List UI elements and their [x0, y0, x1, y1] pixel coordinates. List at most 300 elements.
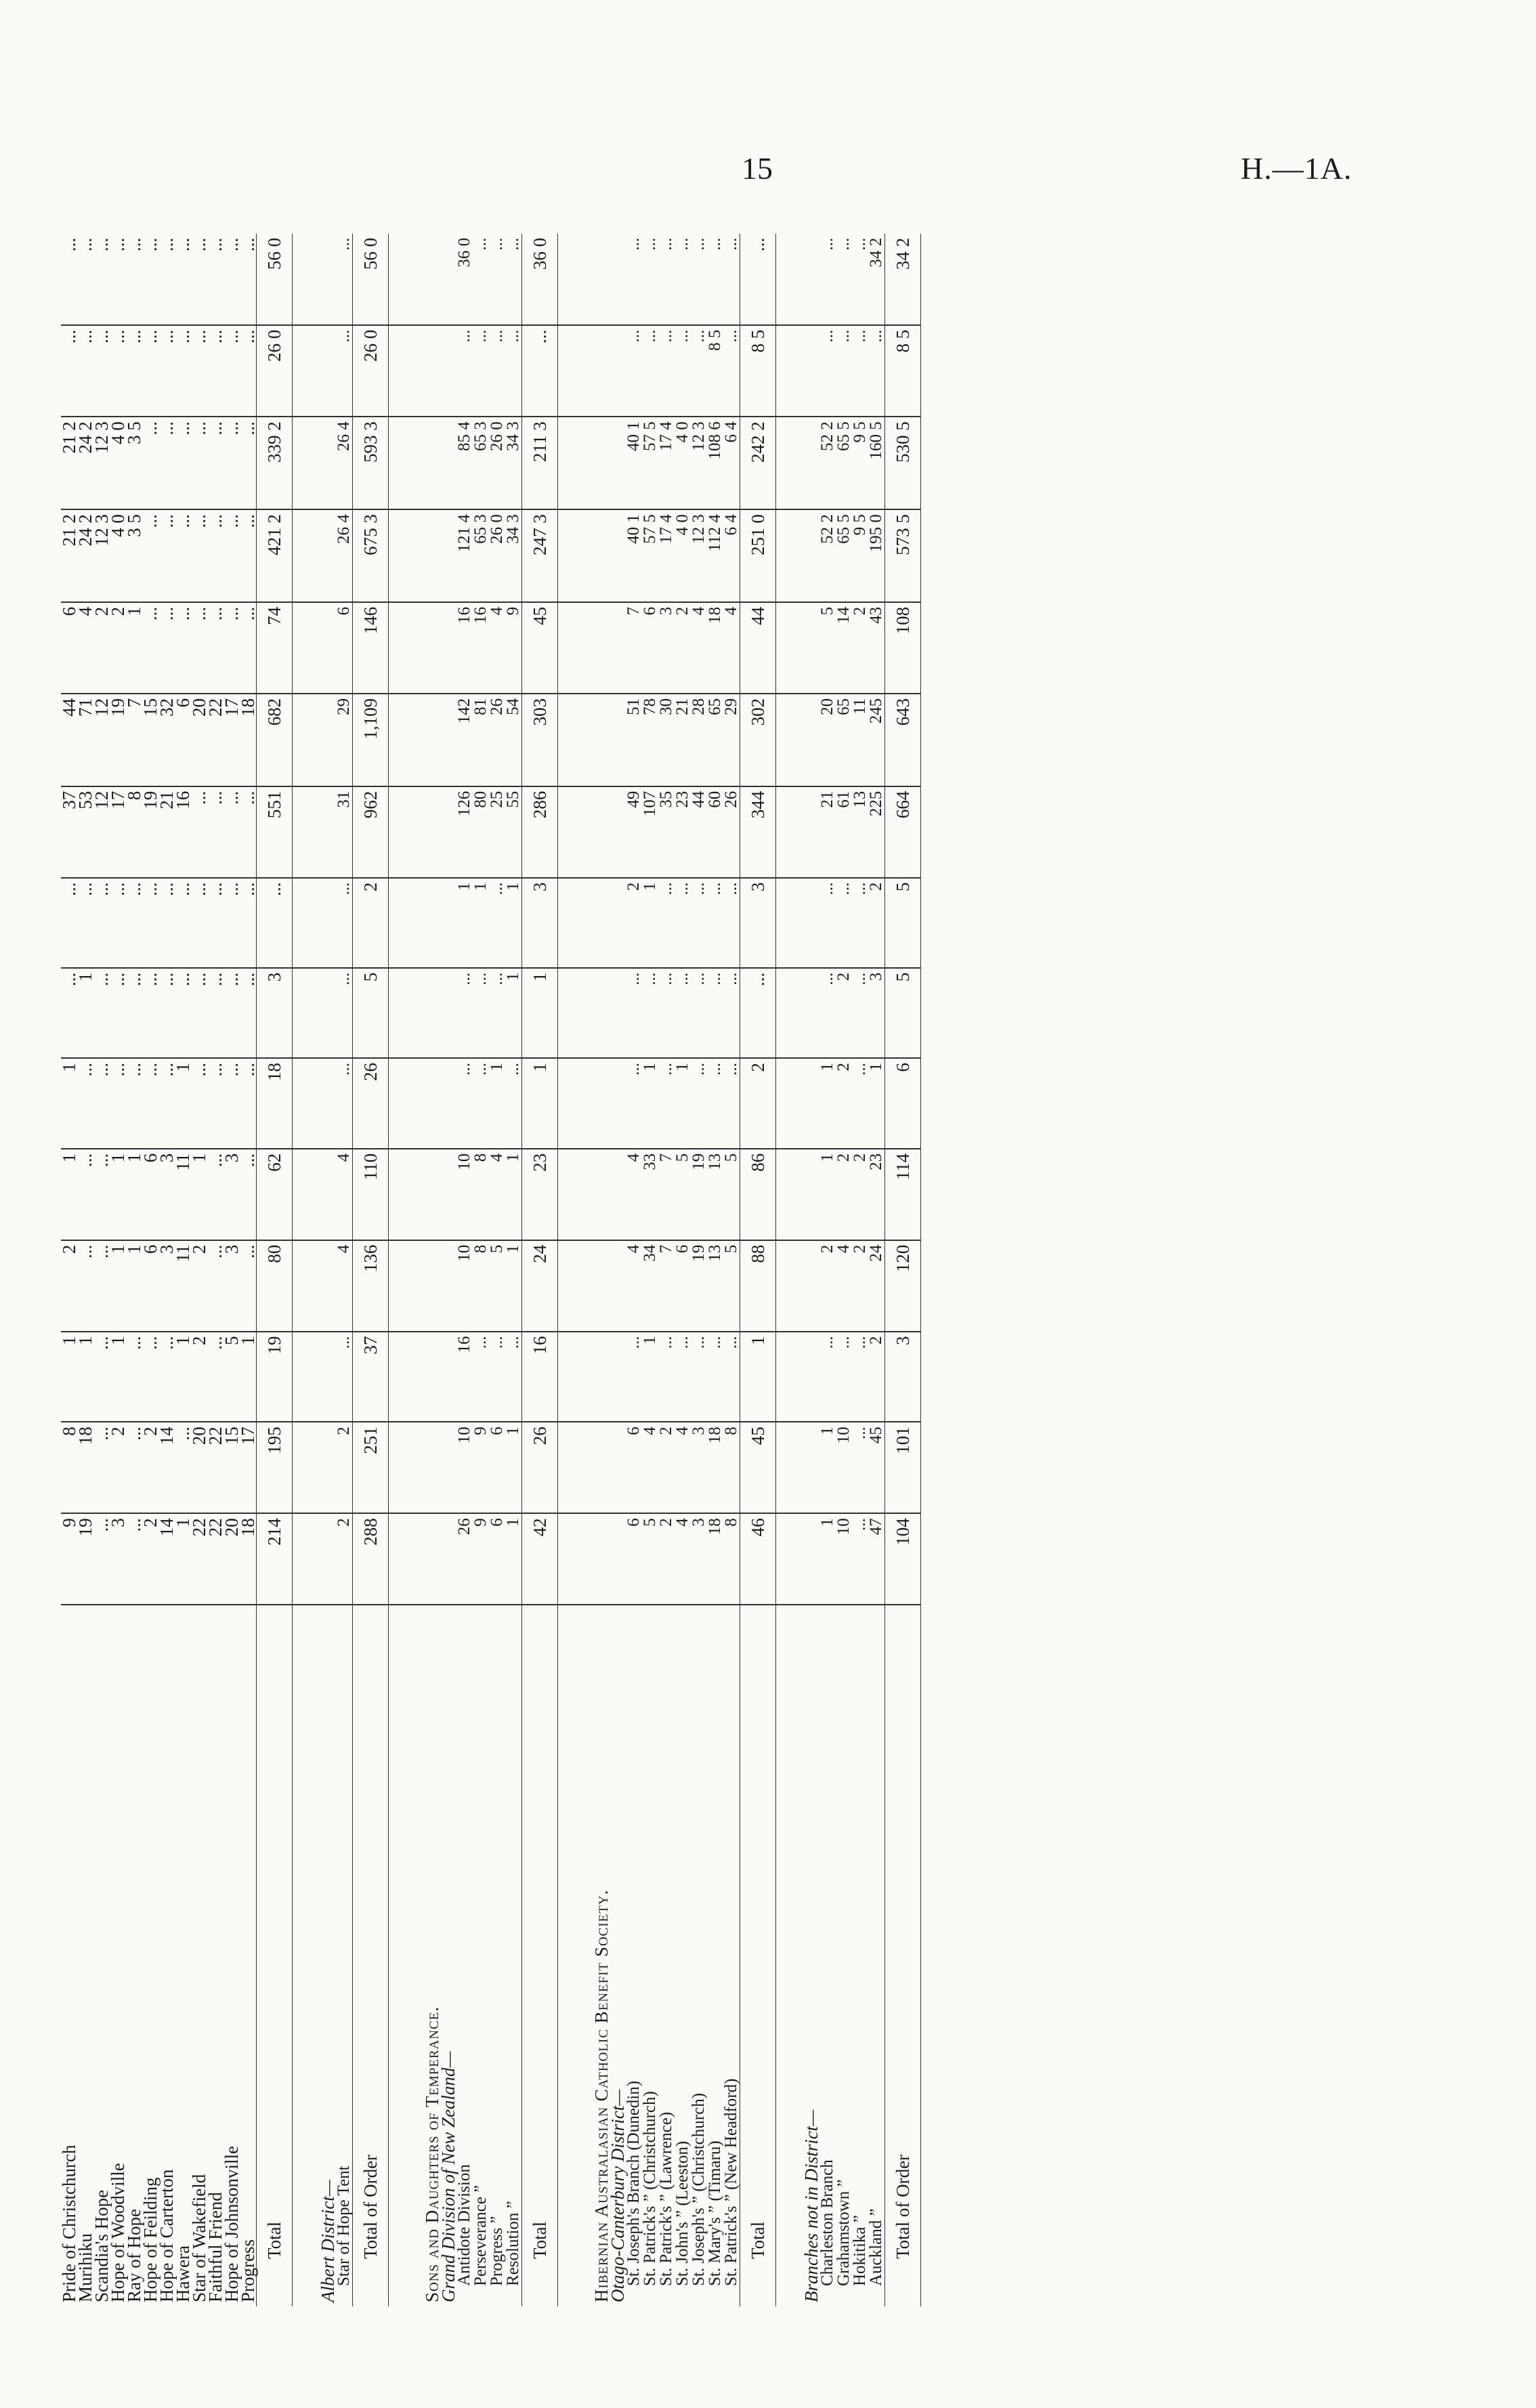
value-cell: 6 — [626, 1513, 642, 1605]
value-cell: 56 0 — [257, 234, 293, 325]
row-label: Total — [257, 1605, 293, 2306]
value-cell: ... — [819, 325, 836, 417]
empty-cell — [803, 509, 819, 602]
value-cell: ... — [240, 1149, 257, 1240]
value-cell: ... — [110, 325, 126, 417]
value-cell: ... — [691, 1332, 707, 1422]
value-cell: ... — [61, 234, 77, 325]
value-cell: ... — [126, 1058, 142, 1149]
value-cell: 1,109 — [353, 694, 389, 786]
value-cell: ... — [158, 417, 175, 509]
value-cell: 12 3 — [93, 417, 110, 509]
empty-cell — [416, 509, 440, 602]
district-header: Grand Division of New Zealand— — [438, 2051, 458, 2302]
value-cell: 6 4 — [723, 417, 740, 509]
value-cell: 195 0 — [868, 509, 885, 602]
value-cell: ... — [836, 1332, 852, 1422]
value-cell: 29 — [723, 694, 740, 786]
empty-cell — [776, 1149, 804, 1240]
value-cell: 1 — [175, 1332, 191, 1422]
total-row — [885, 234, 921, 2306]
empty-cell — [440, 1332, 456, 1422]
value-cell: ... — [110, 1058, 126, 1149]
value-cell: 682 — [257, 694, 293, 786]
value-cell: 24 — [522, 1240, 558, 1332]
value-cell: 1 — [61, 1058, 77, 1149]
value-cell: 36 0 — [522, 234, 558, 325]
value-cell: 65 3 — [473, 417, 489, 509]
value-cell: ... — [175, 234, 191, 325]
value-cell: 962 — [353, 786, 389, 878]
value-cell: 2 — [836, 1149, 852, 1240]
value-cell: 2 — [836, 968, 852, 1058]
value-cell: 26 — [522, 1422, 558, 1513]
value-cell: ... — [93, 1240, 110, 1332]
total-row — [522, 234, 558, 2306]
value-cell: ... — [658, 1058, 675, 1149]
value-cell: ... — [489, 1332, 505, 1422]
value-cell: 3 — [522, 878, 558, 968]
group-spacer — [293, 234, 320, 2306]
value-cell: 18 — [257, 1058, 293, 1149]
value-cell: 17 — [223, 694, 240, 786]
empty-cell — [585, 602, 610, 694]
value-cell: ... — [77, 1058, 93, 1149]
section-header-row — [320, 234, 336, 2306]
empty-cell — [389, 968, 417, 1058]
value-cell: 12 — [93, 694, 110, 786]
value-cell: ... — [658, 968, 675, 1058]
value-cell: 51 — [626, 694, 642, 786]
table-row — [642, 234, 658, 2306]
value-cell: 4 — [675, 1513, 691, 1605]
section-header: Branches not in District— — [801, 2109, 822, 2302]
value-cell: ... — [110, 234, 126, 325]
value-cell: 52 2 — [819, 509, 836, 602]
empty-cell — [803, 417, 819, 509]
row-label: Resolution ” — [504, 2201, 522, 2286]
value-cell: ... — [175, 878, 191, 968]
value-cell: ... — [723, 1058, 740, 1149]
value-cell: 211 3 — [522, 417, 558, 509]
value-cell: 6 — [61, 602, 77, 694]
empty-cell — [293, 1240, 320, 1332]
value-cell: 13 — [852, 786, 868, 878]
value-cell: 3 — [257, 968, 293, 1058]
value-cell: 17 — [110, 786, 126, 878]
value-cell: 3 — [658, 602, 675, 694]
value-cell: 44 — [740, 602, 776, 694]
value-cell: 21 2 — [61, 417, 77, 509]
empty-cell — [610, 1058, 626, 1149]
value-cell: 1 — [61, 1332, 77, 1422]
value-cell: ... — [142, 1058, 158, 1149]
empty-cell — [585, 786, 610, 878]
value-cell: 6 — [675, 1240, 691, 1332]
table-row — [336, 234, 353, 2306]
value-cell: 26 — [456, 1513, 473, 1605]
empty-cell — [776, 694, 804, 786]
group-spacer — [389, 234, 417, 2306]
value-cell: 8 — [473, 1240, 489, 1332]
value-cell: 47 — [868, 1513, 885, 1605]
row-label: Charleston Branch — [818, 2159, 836, 2286]
value-cell: 34 3 — [505, 509, 522, 602]
value-cell: ... — [110, 968, 126, 1058]
group-spacer — [776, 234, 804, 2306]
row-label: Hope of Johnsonville — [221, 2146, 242, 2302]
empty-cell — [558, 1149, 586, 1240]
value-cell: 344 — [740, 786, 776, 878]
value-cell: 2 — [852, 602, 868, 694]
value-cell: ... — [223, 509, 240, 602]
value-cell: 146 — [353, 602, 389, 694]
table-row — [675, 234, 691, 2306]
value-cell: 1 — [522, 1058, 558, 1149]
value-cell: 16 — [473, 602, 489, 694]
value-cell: 214 — [257, 1513, 293, 1605]
spacer-cell — [389, 1605, 417, 2306]
value-cell: 54 — [505, 694, 522, 786]
value-cell: 20 — [191, 694, 207, 786]
value-cell: ... — [836, 325, 852, 417]
value-cell: ... — [142, 1332, 158, 1422]
empty-cell — [803, 234, 819, 325]
value-cell: ... — [158, 234, 175, 325]
value-cell: 29 — [336, 694, 353, 786]
value-cell: ... — [691, 1058, 707, 1149]
row-label: Hope of Carterton — [156, 2169, 177, 2302]
empty-cell — [585, 1513, 610, 1605]
value-cell: ... — [336, 1332, 353, 1422]
value-cell: 10 — [456, 1422, 473, 1513]
empty-cell — [320, 694, 336, 786]
value-cell: 12 3 — [691, 509, 707, 602]
value-cell: 65 — [707, 694, 723, 786]
value-cell: 26 — [723, 786, 740, 878]
value-cell: 10 — [456, 1149, 473, 1240]
value-cell: ... — [836, 878, 852, 968]
empty-cell — [320, 1422, 336, 1513]
empty-cell — [776, 1332, 804, 1422]
empty-cell — [610, 1332, 626, 1422]
value-cell: 5 — [723, 1240, 740, 1332]
value-cell: 1 — [489, 1058, 505, 1149]
value-cell: 30 — [658, 694, 675, 786]
value-cell: 4 — [675, 1422, 691, 1513]
value-cell: 2 — [191, 1332, 207, 1422]
value-cell: 251 — [353, 1422, 389, 1513]
value-cell: 6 — [175, 694, 191, 786]
value-cell: ... — [126, 1332, 142, 1422]
value-cell: 6 — [626, 1422, 642, 1513]
value-cell: 6 — [142, 1149, 158, 1240]
value-cell: ... — [658, 1332, 675, 1422]
empty-cell — [585, 1149, 610, 1240]
value-cell: ... — [691, 968, 707, 1058]
value-cell: 8 — [126, 786, 142, 878]
value-cell: ... — [852, 1422, 868, 1513]
value-cell: ... — [126, 1513, 142, 1605]
total-row — [257, 234, 293, 2306]
value-cell: 6 4 — [723, 509, 740, 602]
empty-cell — [320, 786, 336, 878]
value-cell: ... — [707, 968, 723, 1058]
value-cell: 120 — [885, 1240, 921, 1332]
empty-cell — [803, 1240, 819, 1332]
total-row — [740, 234, 776, 2306]
value-cell: 126 — [456, 786, 473, 878]
empty-cell — [776, 1240, 804, 1332]
value-cell: 1 — [522, 968, 558, 1058]
value-cell: 37 — [353, 1332, 389, 1422]
section-header-row — [416, 234, 440, 2306]
empty-cell — [293, 878, 320, 968]
empty-cell — [776, 509, 804, 602]
row-label: St. Patrick's ” (Christchurch) — [641, 2091, 659, 2286]
value-cell: 112 4 — [707, 509, 723, 602]
value-cell: 1 — [868, 1058, 885, 1149]
value-cell: ... — [626, 1058, 642, 1149]
value-cell: 4 — [626, 1149, 642, 1240]
empty-cell — [610, 602, 626, 694]
value-cell: 15 — [223, 1422, 240, 1513]
value-cell: ... — [691, 878, 707, 968]
value-cell: 10 — [836, 1513, 852, 1605]
empty-cell — [389, 878, 417, 968]
value-cell: ... — [240, 968, 257, 1058]
value-cell: ... — [207, 786, 223, 878]
value-cell: ... — [126, 968, 142, 1058]
empty-cell — [320, 1058, 336, 1149]
value-cell: 14 — [158, 1422, 175, 1513]
row-label: Pride of Christchurch — [59, 2145, 79, 2302]
value-cell: ... — [158, 1332, 175, 1422]
value-cell: 1 — [473, 878, 489, 968]
empty-cell — [558, 694, 586, 786]
table-row — [126, 234, 142, 2306]
empty-cell — [320, 1240, 336, 1332]
value-cell: ... — [93, 1332, 110, 1422]
value-cell: ... — [852, 1332, 868, 1422]
value-cell: ... — [142, 325, 158, 417]
value-cell: 26 4 — [336, 509, 353, 602]
value-cell: 46 — [740, 1513, 776, 1605]
value-cell: 6 — [489, 1513, 505, 1605]
empty-cell — [320, 602, 336, 694]
value-cell: 10 — [836, 1422, 852, 1513]
table-row — [142, 234, 158, 2306]
empty-cell — [610, 968, 626, 1058]
value-cell: 53 — [77, 786, 93, 878]
value-cell: 3 — [158, 1149, 175, 1240]
empty-cell — [803, 325, 819, 417]
row-label: Hokitika ” — [851, 2215, 869, 2286]
value-cell: 7 — [126, 694, 142, 786]
table-row — [93, 234, 110, 2306]
empty-cell — [610, 1149, 626, 1240]
value-cell: 8 5 — [740, 325, 776, 417]
value-cell: 62 — [257, 1149, 293, 1240]
district-header-row — [610, 234, 626, 2306]
table-row — [505, 234, 522, 2306]
value-cell: 1 — [819, 1513, 836, 1605]
empty-cell — [440, 417, 456, 509]
empty-cell — [416, 878, 440, 968]
empty-cell — [389, 234, 417, 325]
empty-cell — [803, 694, 819, 786]
value-cell: 11 — [852, 694, 868, 786]
empty-cell — [440, 1422, 456, 1513]
row-label: St. Patrick's ” (Lawrence) — [657, 2111, 675, 2286]
value-cell: 22 — [191, 1513, 207, 1605]
value-cell: 4 — [836, 1240, 852, 1332]
value-cell: 34 2 — [885, 234, 921, 325]
value-cell: ... — [489, 325, 505, 417]
value-cell: ... — [852, 1513, 868, 1605]
table-row — [658, 234, 675, 2306]
value-cell: 6 — [642, 602, 658, 694]
row-label: St. Joseph's ” (Christchurch) — [689, 2092, 708, 2286]
value-cell: 2 — [142, 1422, 158, 1513]
value-cell: ... — [207, 417, 223, 509]
group-spacer — [558, 234, 586, 2306]
value-cell: 136 — [353, 1240, 389, 1332]
empty-cell — [585, 694, 610, 786]
empty-cell — [585, 509, 610, 602]
value-cell: ... — [191, 325, 207, 417]
value-cell: 14 — [836, 602, 852, 694]
empty-cell — [320, 509, 336, 602]
value-cell: 5 — [489, 1240, 505, 1332]
empty-cell — [776, 968, 804, 1058]
value-cell: ... — [77, 878, 93, 968]
value-cell: ... — [142, 968, 158, 1058]
value-cell: ... — [126, 234, 142, 325]
value-cell: 22 — [207, 1422, 223, 1513]
value-cell: ... — [223, 417, 240, 509]
value-cell: 49 — [626, 786, 642, 878]
table-row — [223, 234, 240, 2306]
value-cell: 3 — [223, 1240, 240, 1332]
value-cell: 1 — [110, 1332, 126, 1422]
value-cell: ... — [191, 878, 207, 968]
value-cell: 8 — [723, 1513, 740, 1605]
value-cell: ... — [223, 968, 240, 1058]
empty-cell — [389, 1240, 417, 1332]
empty-cell — [776, 602, 804, 694]
empty-cell — [803, 878, 819, 968]
value-cell: ... — [240, 509, 257, 602]
table-row — [456, 234, 473, 2306]
empty-cell — [416, 325, 440, 417]
section-header: Hibernian Australasian Catholic Benefit Society. — [591, 1889, 612, 2302]
value-cell: 35 — [658, 786, 675, 878]
value-cell: 2 — [868, 878, 885, 968]
value-cell: 1 — [505, 878, 522, 968]
empty-cell — [389, 417, 417, 509]
row-label: St. John's ” (Leeston) — [673, 2140, 691, 2286]
value-cell: ... — [626, 1332, 642, 1422]
value-cell: 80 — [257, 1240, 293, 1332]
empty-cell — [558, 1332, 586, 1422]
value-cell: 1 — [77, 1332, 93, 1422]
value-cell: 26 4 — [336, 417, 353, 509]
value-cell: 21 2 — [61, 509, 77, 602]
value-cell: 245 — [868, 694, 885, 786]
table-row — [868, 234, 885, 2306]
value-cell: 2 — [353, 878, 389, 968]
empty-cell — [416, 786, 440, 878]
empty-cell — [776, 1058, 804, 1149]
value-cell: ... — [158, 325, 175, 417]
value-cell: ... — [175, 417, 191, 509]
value-cell: 225 — [868, 786, 885, 878]
value-cell: 9 — [61, 1513, 77, 1605]
value-cell: 2 — [61, 1240, 77, 1332]
empty-cell — [389, 1422, 417, 1513]
empty-cell — [585, 1422, 610, 1513]
empty-cell — [389, 602, 417, 694]
value-cell: ... — [473, 968, 489, 1058]
table-row — [723, 234, 740, 2306]
value-cell: ... — [819, 1332, 836, 1422]
value-cell: 21 — [675, 694, 691, 786]
value-cell: ... — [158, 602, 175, 694]
value-cell: ... — [658, 325, 675, 417]
value-cell: ... — [852, 968, 868, 1058]
empty-cell — [389, 509, 417, 602]
value-cell: 1 — [505, 968, 522, 1058]
value-cell: ... — [489, 968, 505, 1058]
value-cell: 19 — [142, 786, 158, 878]
value-cell: 530 5 — [885, 417, 921, 509]
value-cell: 40 1 — [626, 509, 642, 602]
value-cell: 2 — [110, 1422, 126, 1513]
value-cell: ... — [240, 1240, 257, 1332]
value-cell: ... — [158, 878, 175, 968]
value-cell: 65 — [836, 694, 852, 786]
value-cell: ... — [191, 786, 207, 878]
value-cell: ... — [223, 786, 240, 878]
empty-cell — [558, 234, 586, 325]
row-label: Total of Order — [885, 1605, 921, 2306]
row-label: Total — [740, 1605, 776, 2306]
value-cell: 1 — [505, 1149, 522, 1240]
value-cell: 2 — [868, 1332, 885, 1422]
value-cell: ... — [223, 1058, 240, 1149]
empty-cell — [389, 1513, 417, 1605]
empty-cell — [585, 1332, 610, 1422]
empty-cell — [803, 1058, 819, 1149]
table-row — [626, 234, 642, 2306]
empty-cell — [776, 1513, 804, 1605]
empty-cell — [416, 1240, 440, 1332]
empty-cell — [610, 417, 626, 509]
value-cell: 1 — [505, 1422, 522, 1513]
value-cell: 57 5 — [642, 509, 658, 602]
value-cell: ... — [740, 968, 776, 1058]
empty-cell — [293, 602, 320, 694]
value-cell: ... — [642, 234, 658, 325]
value-cell: ... — [456, 968, 473, 1058]
value-cell: 18 — [240, 1513, 257, 1605]
value-cell: 25 — [489, 786, 505, 878]
value-cell: ... — [142, 234, 158, 325]
value-cell: ... — [852, 234, 868, 325]
value-cell: ... — [223, 602, 240, 694]
value-cell: 19 — [691, 1149, 707, 1240]
